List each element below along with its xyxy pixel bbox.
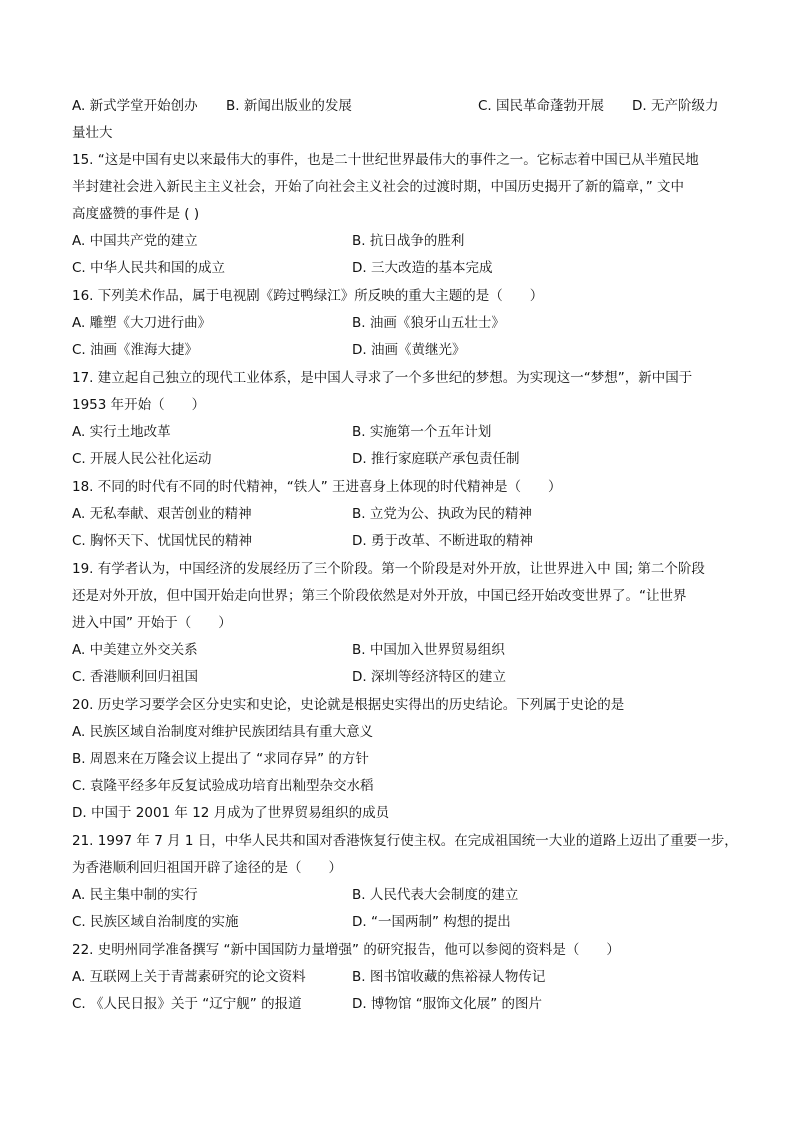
q22-option-c: C. 《人民日报》关于 “辽宁舰” 的报道 [72, 996, 302, 1012]
q20-option-c: C. 袁隆平经多年反复试验成功培育出籼型杂交水稻 [72, 778, 374, 794]
q15-stem-line-1: 15. “这是中国有史以来最伟大的事件，也是二十世纪世界最伟大的事件之一。它标志着中国已从半殖民地 [72, 152, 699, 168]
q21-option-c: C. 民族区域自治制度的实施 [72, 914, 239, 930]
q20-option-d: D. 中国于 2001 年 12 月成为了世界贸易组织的成员 [72, 805, 390, 821]
q16-option-c: C. 油画《淮海大捷》 [72, 342, 199, 358]
q15-option-a: A. 中国共产党的建立 [72, 233, 198, 249]
q19-stem-line-2: 还是对外开放，但中国开始走向世界；第三个阶段依然是对外开放，中国已经开始改变世界了。“让世界 [72, 588, 687, 604]
q17-stem-line-2: 1953 年开始（ ） [72, 397, 206, 413]
q16-option-a: A. 雕塑《大刀进行曲》 [72, 315, 212, 331]
q15-option-b: B. 抗日战争的胜利 [352, 233, 465, 249]
q18-option-b: B. 立党为公、执政为民的精神 [352, 506, 532, 522]
q15-stem-line-3: 高度盛赞的事件是 ( ) [72, 206, 200, 222]
q19-option-b: B. 中国加入世界贸易组织 [352, 642, 505, 658]
q21-option-b: B. 人民代表大会制度的建立 [352, 887, 519, 903]
q22-option-a: A. 互联网上关于青蒿素研究的论文资料 [72, 969, 306, 985]
q20-option-a: A. 民族区域自治制度对维护民族团结具有重大意义 [72, 724, 374, 740]
q21-stem-line-2: 为香港顺利回归祖国开辟了途径的是（ ） [72, 860, 342, 876]
q18-option-a: A. 无私奉献、艰苦创业的精神 [72, 506, 252, 522]
q16-option-d: D. 油画《黄继光》 [352, 342, 466, 358]
q19-option-d: D. 深圳等经济特区的建立 [352, 669, 506, 685]
q14-option-a: A. 新式学堂开始创办 [72, 98, 198, 114]
q19-stem-line-1: 19. 有学者认为，中国经济的发展经历了三个阶段。第一个阶段是对外开放，让世界进入中 国; 第二个阶段 [72, 561, 705, 577]
q15-option-d: D. 三大改造的基本完成 [352, 260, 493, 276]
q16-stem-line-1: 16. 下列美术作品，属于电视剧《跨过鸭绿江》所反映的重大主题的是（ ） [72, 288, 544, 304]
q22-option-d: D. 博物馆 “服饰文化展” 的图片 [352, 996, 543, 1012]
q14-option-d: D. 无产阶级力 [632, 98, 719, 114]
q14-option-d-continued: 量壮大 [72, 125, 113, 141]
q15-stem-line-2: 半封建社会进入新民主主义社会，开始了向社会主义社会的过渡时期，中国历史揭开了新的篇章，” 文中 [72, 179, 685, 195]
q17-option-b: B. 实施第一个五年计划 [352, 424, 492, 440]
q17-option-c: C. 开展人民公社化运动 [72, 451, 212, 467]
q15-option-c: C. 中华人民共和国的成立 [72, 260, 226, 276]
q18-option-d: D. 勇于改革、不断进取的精神 [352, 533, 533, 549]
q21-option-d: D. “一国两制” 构想的提出 [352, 914, 511, 930]
q17-option-d: D. 推行家庭联产承包责任制 [352, 451, 520, 467]
q19-stem-line-3: 进入中国” 开始于（ ） [72, 615, 232, 631]
q19-option-a: A. 中美建立外交关系 [72, 642, 198, 658]
q21-stem-line-1: 21. 1997 年 7 月 1 日，中华人民共和国对香港恢复行使主权。在完成祖国统一大业的道路上迈出了重要一步， [72, 833, 738, 849]
q22-stem-line-1: 22. 史明州同学准备撰写 “新中国国防力量增强” 的研究报告，他可以参阅的资料是（ ） [72, 942, 620, 958]
q17-option-a: A. 实行土地改革 [72, 424, 171, 440]
q21-option-a: A. 民主集中制的实行 [72, 887, 198, 903]
q20-stem-line-1: 20. 历史学习要学会区分史实和史论，史论就是根据史实得出的历史结论。下列属于史论的是 [72, 697, 625, 713]
q17-stem-line-1: 17. 建立起自己独立的现代工业体系，是中国人寻求了一个多世纪的梦想。为实现这一“梦想”，新中国于 [72, 370, 693, 386]
q22-option-b: B. 图书馆收藏的焦裕禄人物传记 [352, 969, 546, 985]
q19-option-c: C. 香港顺利回归祖国 [72, 669, 199, 685]
q14-option-c: C. 国民革命蓬勃开展 [478, 98, 605, 114]
q16-option-b: B. 油画《狼牙山五壮士》 [352, 315, 505, 331]
q18-stem-line-1: 18. 不同的时代有不同的时代精神，“铁人” 王进喜身上体现的时代精神是（ ） [72, 479, 562, 495]
q18-option-c: C. 胸怀天下、忧国忧民的精神 [72, 533, 253, 549]
q14-option-b: B. 新闻出版业的发展 [226, 98, 352, 114]
q20-option-b: B. 周恩来在万隆会议上提出了 “求同存异” 的方针 [72, 751, 369, 767]
